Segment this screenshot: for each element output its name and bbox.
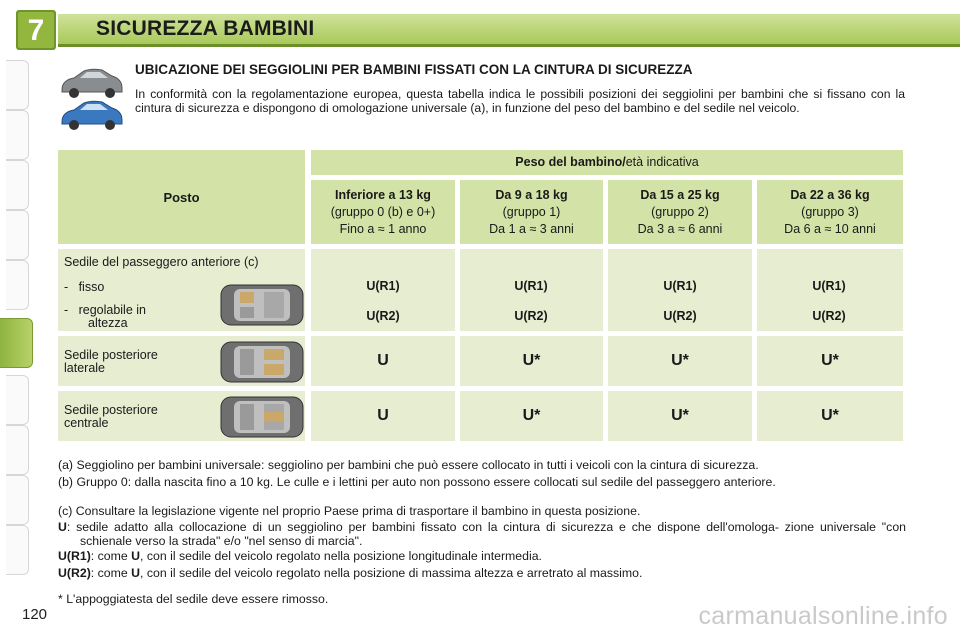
cell-value: U(R2)	[514, 309, 548, 323]
posto-header	[58, 150, 305, 244]
row-label: laterale	[64, 361, 105, 375]
seat-layout-icon	[220, 396, 304, 438]
chapter-number: 7	[27, 14, 45, 47]
row-label: Sedile posteriore	[64, 403, 158, 417]
note-b	[58, 475, 906, 489]
chapter-title: SICUREZZA BAMBINI	[96, 17, 315, 40]
table-cell	[311, 336, 455, 386]
cell-value: U(R2)	[663, 309, 697, 323]
note-c: (c) Consultare la legislazione vigente nel proprio Paese prima di trasportare il bambino in questa posizione.	[58, 504, 641, 518]
cell-value: U(R1)	[812, 279, 846, 293]
side-tabs	[0, 60, 34, 580]
weight-header-rest: età indicativa	[625, 155, 699, 169]
header-underline	[58, 44, 960, 47]
side-tab[interactable]	[6, 60, 29, 110]
cell-value: U*	[821, 407, 839, 424]
cell-value: U(R1)	[514, 279, 548, 293]
side-tab[interactable]	[6, 475, 29, 525]
cell-value: U*	[522, 352, 541, 369]
seat-layout-icon	[220, 284, 304, 326]
note-u-term: U	[58, 520, 67, 534]
side-tab[interactable]	[6, 425, 29, 475]
cell-value: U*	[671, 407, 689, 424]
cell-value: U(R1)	[663, 279, 697, 293]
cell-value: U*	[671, 352, 689, 369]
table-cell	[311, 391, 455, 441]
table-cell	[608, 391, 752, 441]
column-header	[460, 180, 603, 244]
note-ur1	[58, 549, 906, 563]
posto-label: Posto	[163, 189, 200, 205]
column-header	[311, 180, 455, 244]
side-tab[interactable]	[6, 110, 29, 160]
column-group: (gruppo 2)	[651, 204, 709, 219]
row-label: centrale	[64, 416, 109, 430]
note-ur2-u: U	[131, 566, 141, 580]
note-ur2-pre: : come	[90, 566, 132, 580]
side-tab[interactable]	[6, 160, 29, 210]
note-b-text: (b) Gruppo 0: dalla nascita fino a 10 kg. Le culle e i lettini per auto non possono essere collocati sul sedile del passeggero anteriore.	[58, 475, 776, 489]
seat-layout-icon	[220, 341, 304, 383]
cell-value: U	[377, 352, 389, 369]
row-label: Sedile del passeggero anteriore (c)	[64, 255, 259, 269]
section-title: UBICAZIONE DEI SEGGIOLINI PER BAMBINI FISSATI CON LA CINTURA DI SICUREZZA	[135, 62, 693, 77]
note-a: (a) Seggiolino per bambini universale: seggiolino per bambini che può essere collocato in tutti i veicoli con la cintura di sicurezza.	[58, 458, 759, 472]
column-group: (gruppo 0 (b) e 0+)	[330, 204, 436, 219]
column-group: (gruppo 1)	[502, 204, 561, 219]
side-tab[interactable]	[6, 375, 29, 425]
column-age: Fino a ≈ 1 anno	[339, 221, 427, 236]
column-weight: Da 22 a 36 kg	[790, 187, 870, 202]
row-label: Sedile posteriore	[64, 348, 158, 362]
column-weight: Da 9 a 18 kg	[495, 187, 568, 202]
cell-value: U*	[522, 407, 541, 424]
column-age: Da 3 a ≈ 6 anni	[637, 221, 723, 236]
column-header	[608, 180, 752, 244]
cell-value: U(R1)	[366, 279, 400, 293]
cell-value: U(R2)	[812, 309, 846, 323]
watermark: carmanualsonline.info	[698, 602, 948, 630]
note-ur2-post: , con il sedile del veicolo regolato nella posizione di massima altezza e arretrato al massimo.	[140, 566, 643, 580]
table-cell	[757, 391, 903, 441]
cell-value: U(R2)	[366, 309, 400, 323]
column-header	[757, 180, 903, 244]
column-weight: Inferiore a 13 kg	[335, 187, 431, 202]
row-sublabel: - regolabile in	[64, 303, 146, 317]
intro-paragraph: In conformità con la regolamentazione europea, questa tabella indica le possibili posizioni dei seggiolini per bambini che si fissano con la cintura di sicurezza e dispongono di omologazione universale (a), in funzione del peso del bambino e del sedile nel veicolo.	[135, 87, 905, 115]
note-ur1-pre: : come	[90, 549, 132, 563]
note-ur1-post: , con il sedile del veicolo regolato nella posizione longitudinale intermedia.	[140, 549, 542, 563]
page-number: 120	[22, 606, 48, 623]
note-ur2	[58, 566, 906, 580]
car-blue-icon	[56, 98, 126, 132]
note-ur1-u: U	[131, 549, 141, 563]
side-tab[interactable]	[6, 525, 29, 575]
note-ur2-term: U(R2)	[58, 566, 91, 580]
note-u-definition: : sedile adatto alla collocazione di un seggiolino per bambini fissato con la cintura di sicurezza e che dispone dell'omologa- zione universale "con schienale verso la strada" e/o "nel senso di marcia".	[66, 520, 906, 548]
column-group: (gruppo 3)	[801, 204, 859, 219]
table-cell	[460, 336, 603, 386]
column-age: Da 1 a ≈ 3 anni	[489, 221, 574, 236]
table-cell	[460, 391, 603, 441]
side-tab-active[interactable]	[0, 318, 33, 368]
column-weight: Da 15 a 25 kg	[640, 187, 720, 202]
cell-value: U*	[821, 352, 839, 369]
row-sublabel: altezza	[88, 316, 128, 330]
side-tab[interactable]	[6, 260, 29, 310]
note-star: * L'appoggiatesta del sedile deve essere rimosso.	[58, 592, 329, 606]
table-cell	[757, 336, 903, 386]
column-age: Da 6 a ≈ 10 anni	[784, 221, 876, 236]
weight-header	[311, 150, 903, 175]
note-ur1-term: U(R1)	[58, 549, 91, 563]
table-cell	[608, 336, 752, 386]
car-grey-icon	[56, 66, 126, 100]
row-sublabel: - fisso	[64, 280, 105, 294]
cell-value: U	[377, 407, 389, 424]
side-tab[interactable]	[6, 210, 29, 260]
note-u	[58, 520, 906, 548]
weight-header-bold: Peso del bambino/	[515, 155, 626, 169]
